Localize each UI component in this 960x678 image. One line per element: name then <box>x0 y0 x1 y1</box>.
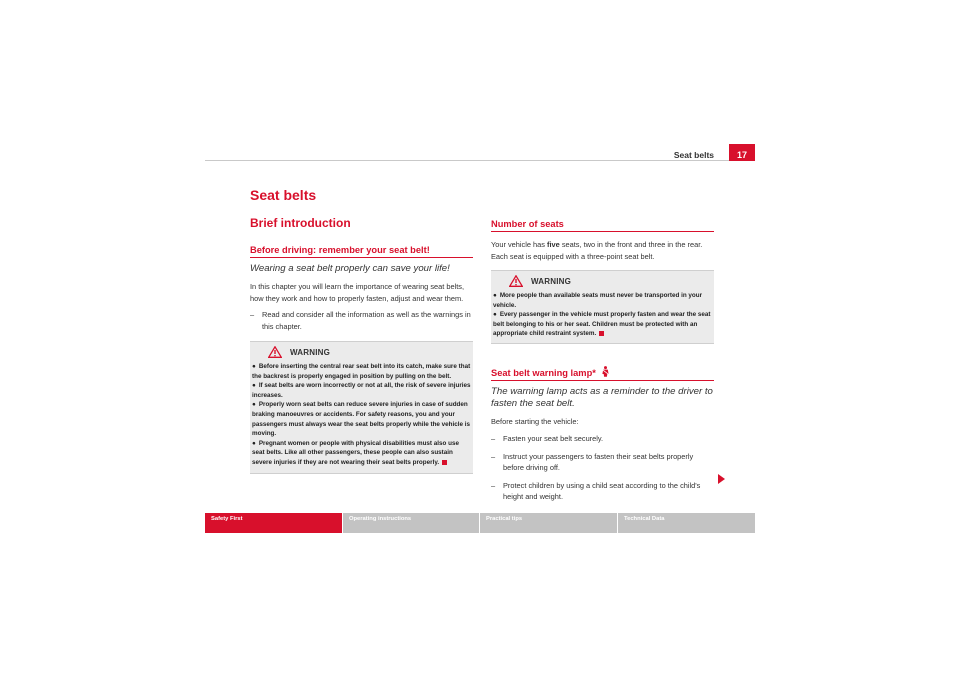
warning-item: ● Pregnant women or people with physical disabilities must also use seat belts. Like all other passengers, these people can also sustain severe injuries if they are not wearing their seat belts properly. <box>252 439 459 466</box>
instruction-step: – Protect children by using a child seat according to the child's height and weight. <box>491 480 701 502</box>
left-column <box>250 245 473 474</box>
warning-label: WARNING <box>290 347 331 357</box>
warning-triangle-icon <box>509 275 523 287</box>
subheading-before-driving: Before driving: remember your seat belt! <box>250 245 473 258</box>
right-column <box>491 219 714 503</box>
footer-tab-safety-first[interactable]: Safety First <box>205 513 342 533</box>
end-mark-icon <box>599 331 604 336</box>
warning-item: ● Before inserting the central rear seat belt into its catch, make sure that the backrest is properly engaged in position by pulling on the belt. <box>252 363 471 380</box>
subheading-warning-lamp: Seat belt warning lamp* <box>491 366 714 381</box>
warning-label: WARNING <box>531 276 572 286</box>
seats-paragraph: Your vehicle has five seats, two in the front and three in the rear. Each seat is equipped with a three-point seat belt. <box>491 240 703 261</box>
section-title: Brief introduction <box>250 216 351 230</box>
footer-tab-practical-tips[interactable]: Practical tips <box>480 513 617 533</box>
warning-header <box>250 342 473 362</box>
body-paragraph: In this chapter you will learn the importance of wearing seat belts, how they work and how to properly fasten, adjust and wear them. <box>250 282 465 303</box>
instruction-step: – Fasten your seat belt securely. <box>491 434 604 444</box>
warning-box <box>250 341 473 474</box>
lamp-lead-text: Before starting the vehicle: <box>491 416 579 426</box>
header-rule <box>205 160 755 161</box>
page-number: 17 <box>729 144 755 161</box>
chapter-title: Seat belts <box>250 187 317 203</box>
seat-belt-warning-icon <box>601 366 610 377</box>
warning-item: ● Properly worn seat belts can reduce severe injuries in case of sudden braking manoeuvres or accidents. For safety reasons, you and your passengers must always wear the seat belts properly while the vehicle is moving. <box>252 401 471 438</box>
warning-item: ● Every passenger in the vehicle must properly fasten and wear the seat belt belonging to his or her seat. Children must be protected with an appropriate child restraint system. <box>493 311 711 338</box>
footer-tab-technical-data[interactable]: Technical Data <box>618 513 755 533</box>
continue-arrow-icon[interactable] <box>718 474 725 484</box>
lamp-intro-text: The warning lamp acts as a reminder to the driver to fasten the seat belt. <box>491 385 713 409</box>
warning-item: ● More people than available seats must never be transported in your vehicle. <box>493 292 703 309</box>
footer-tab-operating-instructions[interactable]: Operating instructions <box>343 513 479 533</box>
warning-box <box>491 270 714 344</box>
instruction-step: – Instruct your passengers to fasten their seat belts properly before driving off. <box>491 451 694 473</box>
warning-triangle-icon <box>268 346 282 358</box>
intro-text: Wearing a seat belt properly can save your life! <box>250 263 450 274</box>
end-mark-icon <box>442 460 447 465</box>
instruction-step: – Read and consider all the information as well as the warnings in this chapter. <box>250 310 471 331</box>
running-header: Seat belts <box>673 150 714 160</box>
warning-header <box>491 271 714 291</box>
warning-item: ● If seat belts are worn incorrectly or not at all, the risk of severe injuries increases. <box>252 382 471 399</box>
subheading-number-of-seats: Number of seats <box>491 219 714 232</box>
